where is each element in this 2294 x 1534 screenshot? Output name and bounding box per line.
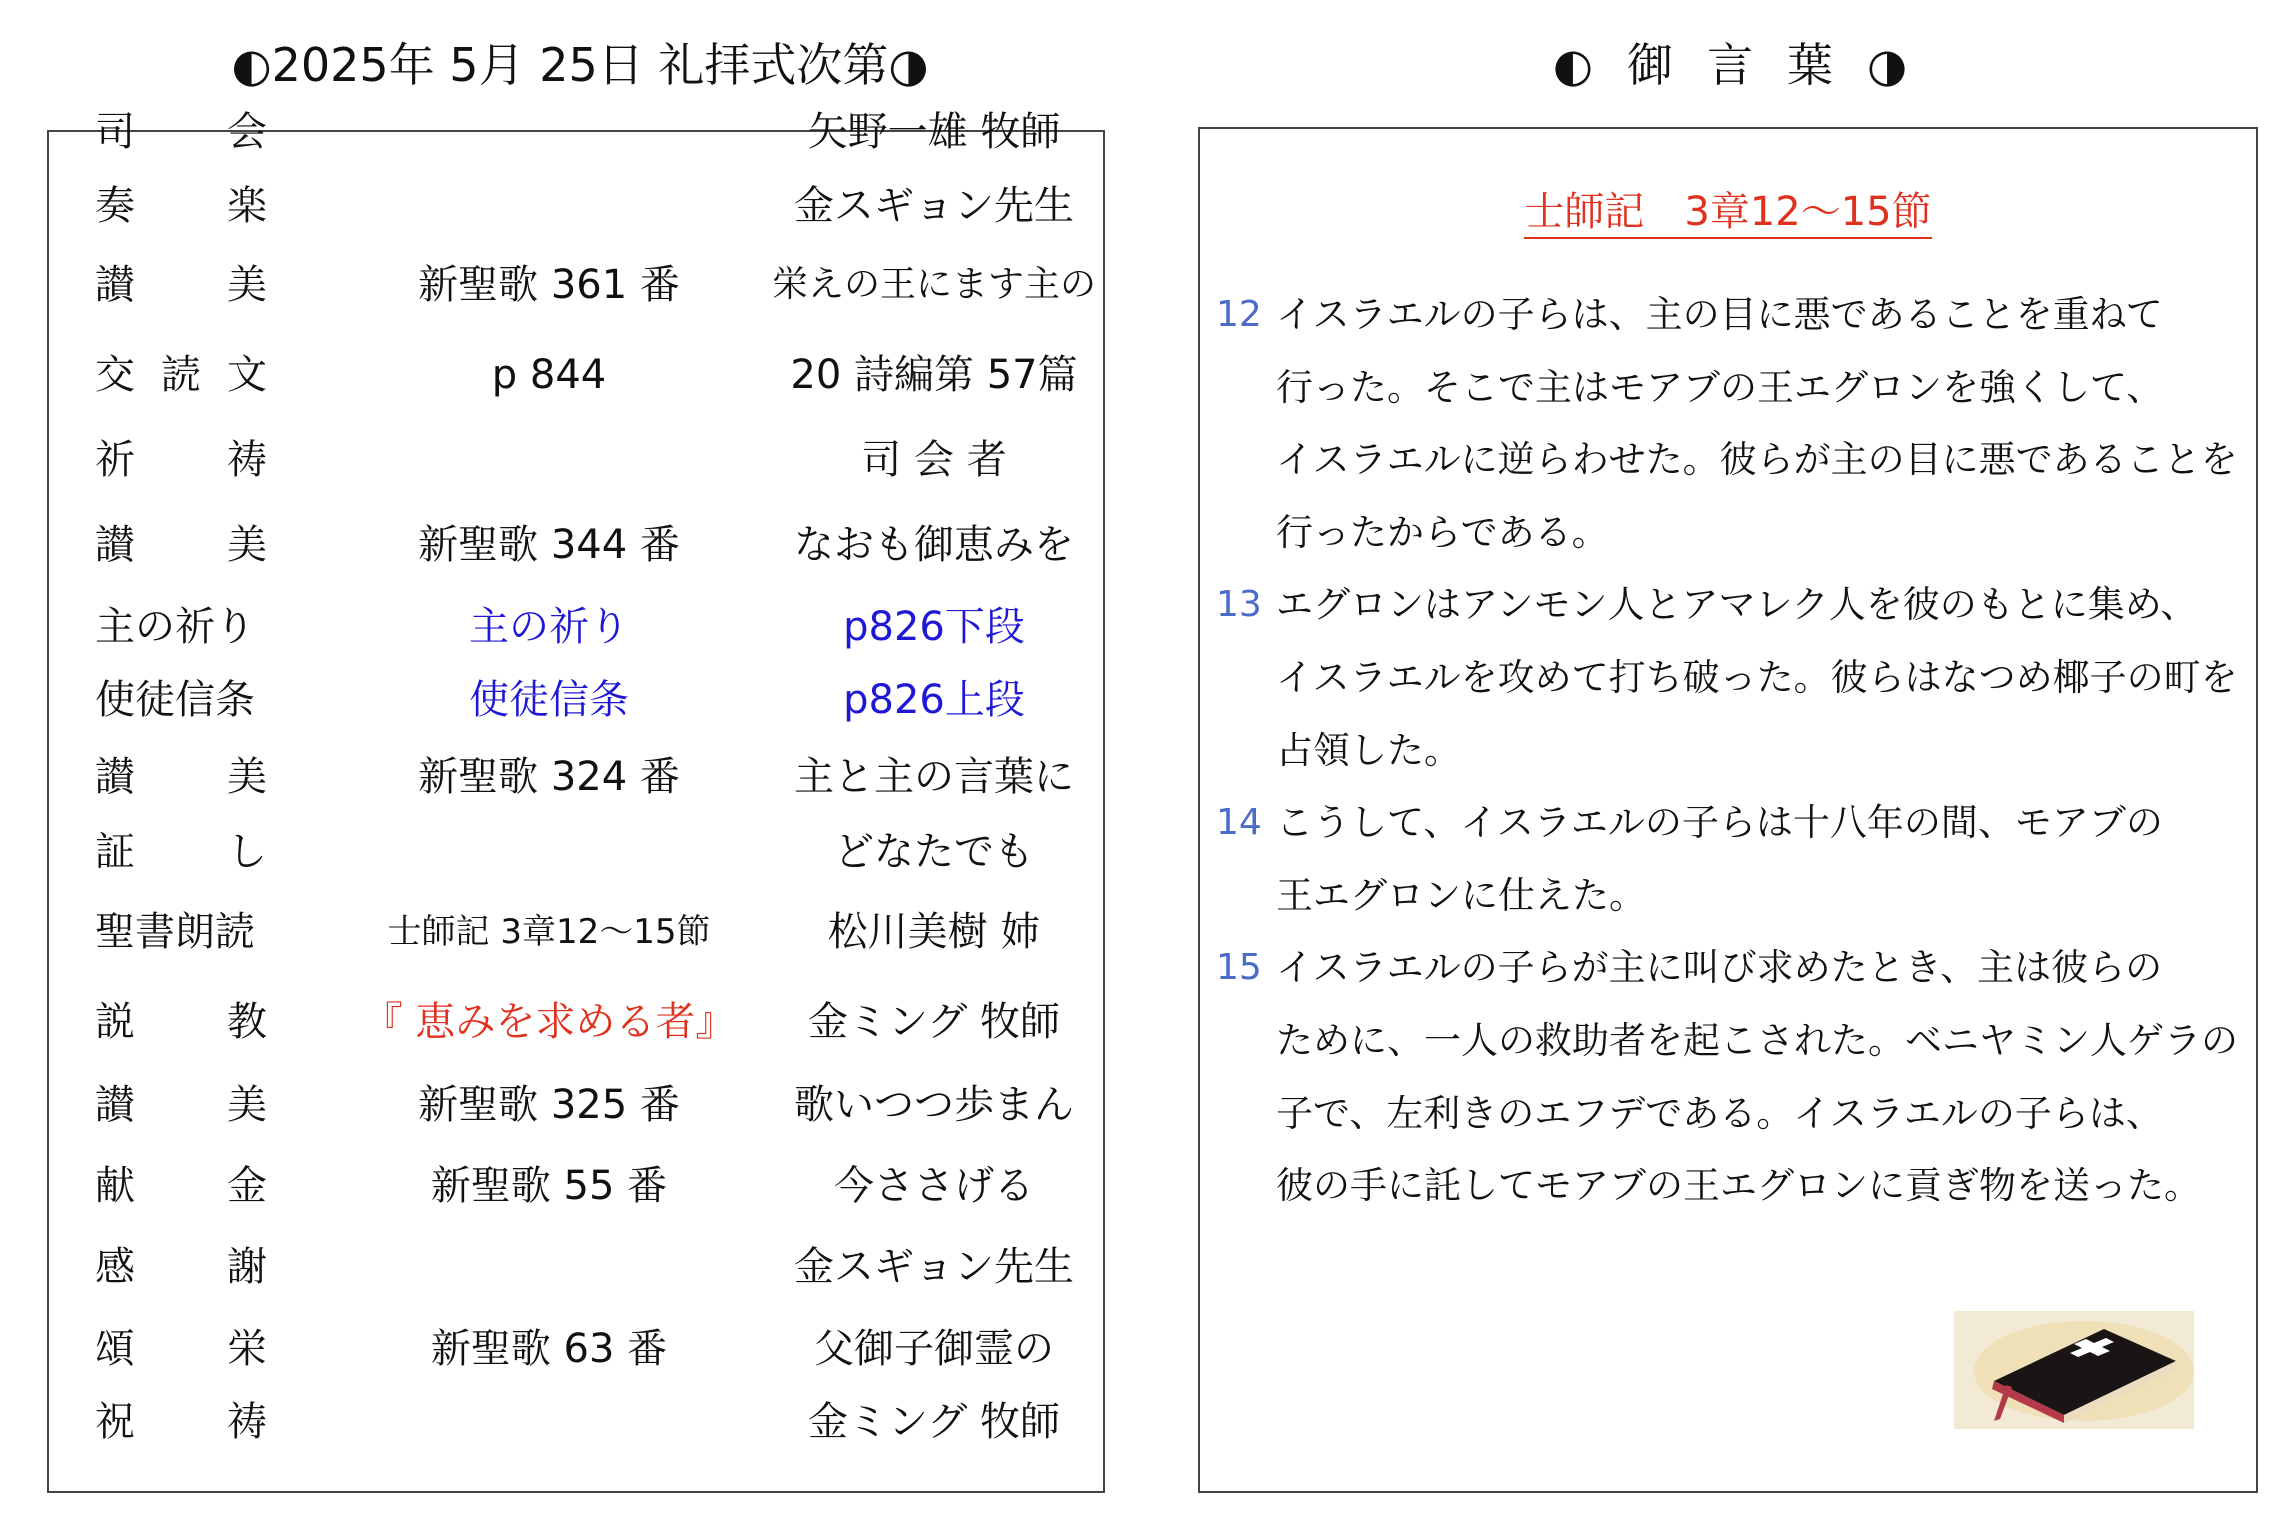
role-char: 栄	[227, 1326, 267, 1372]
verse-number: 14	[1216, 802, 1262, 844]
program-role	[95, 1314, 267, 1384]
program-item: 新聖歌 63 番	[430, 1326, 668, 1372]
program-role: 主の祈り	[95, 604, 255, 650]
verse-line: イスラエルに逆らわせた。彼らが主の目に悪であることを	[1276, 438, 2238, 482]
verse-line: 行った。そこで主はモアブの王エグロンを強くして、	[1276, 365, 2164, 409]
role-char: 文	[227, 352, 267, 398]
program-item: 新聖歌 325 番	[418, 1082, 680, 1128]
role-char: 交	[95, 352, 135, 398]
program-row	[49, 742, 1103, 812]
role-char: し	[227, 829, 267, 875]
title-word: 御	[1627, 38, 1673, 92]
program-role: 聖書朗読	[95, 909, 255, 955]
program-row	[49, 97, 1103, 167]
program-detail: p826上段	[843, 677, 1025, 723]
program-role	[95, 1151, 267, 1221]
role-char: 楽	[227, 183, 267, 229]
program-row	[49, 987, 1103, 1057]
verse-number: 12	[1216, 294, 1262, 335]
program-detail: 主と主の言葉に	[794, 754, 1074, 800]
verse-line: ために、一人の救助者を起こされた。ベニヤミン人ゲラの	[1276, 1018, 2238, 1062]
role-char: 司	[95, 109, 135, 155]
role-char: 感	[95, 1244, 135, 1290]
role-char: 金	[227, 1163, 267, 1209]
bible-icon	[1954, 1311, 2194, 1429]
program-role	[95, 97, 267, 167]
role-char: 奏	[95, 183, 135, 229]
role-char: 証	[95, 829, 135, 875]
program-row	[49, 425, 1103, 495]
title-word: 言	[1707, 38, 1753, 92]
passage-reference: 士師記 3章12～15節	[1200, 177, 2256, 247]
program-row	[49, 817, 1103, 887]
verse-line: イスラエルを攻めて打ち破った。彼らはなつめ椰子の町を	[1276, 655, 2238, 699]
role-char: 美	[227, 522, 267, 568]
role-char: 謝	[227, 1244, 267, 1290]
program-row	[49, 665, 1103, 735]
role-char: 読	[161, 352, 201, 398]
program-role	[95, 510, 267, 580]
verse-number: 13	[1216, 584, 1262, 626]
program-row	[49, 1070, 1103, 1140]
program-item: 新聖歌 55 番	[430, 1163, 668, 1209]
program-role: 使徒信条	[95, 677, 255, 723]
role-char: 美	[227, 754, 267, 800]
half-circle-left-icon: ◐	[1552, 38, 1593, 92]
role-char: 祝	[95, 1399, 135, 1445]
title-word: 葉	[1787, 38, 1833, 92]
program-detail: 金ミング 牧師	[808, 1399, 1060, 1445]
program-detail: なおも御恵みを	[794, 522, 1074, 568]
program-role	[95, 250, 267, 320]
program-item: 新聖歌 324 番	[418, 754, 680, 800]
program-role	[95, 1070, 267, 1140]
program-detail: 歌いつつ歩まん	[794, 1082, 1074, 1128]
program-detail: 金ミング 牧師	[808, 999, 1060, 1045]
scripture-panel	[1198, 127, 2258, 1493]
role-char: 美	[227, 262, 267, 308]
program-row	[49, 1151, 1103, 1221]
role-char: 讃	[95, 262, 135, 308]
role-char: 献	[95, 1163, 135, 1209]
program-detail: 矢野一雄 牧師	[807, 109, 1061, 155]
verse-line: イスラエルの子らが主に叫び求めたとき、主は彼らの	[1276, 946, 2163, 990]
program-role	[95, 171, 267, 241]
program-role	[95, 987, 267, 1057]
role-char: 祷	[227, 437, 267, 483]
program-role	[95, 425, 267, 495]
role-char: 説	[95, 999, 135, 1045]
program-detail: 父御子御霊の	[814, 1326, 1054, 1372]
program-item: 『 恵みを求める者』	[362, 999, 736, 1045]
program-detail: 栄えの王にます主の	[771, 264, 1096, 305]
verse-line: エグロンはアンモン人とアマレク人を彼のもとに集め、	[1276, 583, 2198, 627]
program-item: 新聖歌 344 番	[418, 522, 680, 568]
program-role	[95, 1387, 267, 1457]
program-item: 新聖歌 361 番	[418, 262, 680, 308]
program-detail: 金スギョン先生	[794, 1244, 1074, 1290]
program-detail: 司 会 者	[861, 437, 1007, 483]
program-row	[49, 250, 1103, 320]
verse-line: 行ったからである。	[1276, 510, 1609, 554]
program-item: 主の祈り	[469, 604, 629, 650]
role-char: 会	[227, 109, 267, 155]
role-char: 讃	[95, 754, 135, 800]
program-row	[49, 1232, 1103, 1302]
verse-line: こうして、イスラエルの子らは十八年の間、モアブの	[1276, 801, 2163, 845]
verse-line: 占領した。	[1276, 728, 1461, 772]
role-char: 美	[227, 1082, 267, 1128]
half-circle-right-icon: ◑	[1867, 38, 1908, 92]
role-char: 讃	[95, 522, 135, 568]
role-char: 祈	[95, 437, 135, 483]
verse-line: 王エグロンに仕えた。	[1276, 873, 1646, 917]
program-role	[95, 1232, 267, 1302]
scripture-title	[1200, 30, 2260, 100]
program-row	[49, 171, 1103, 241]
program-row	[49, 510, 1103, 580]
role-char: 讃	[95, 1082, 135, 1128]
program-detail: p826下段	[843, 604, 1025, 650]
program-row	[49, 340, 1103, 410]
program-title: ◐2025年 5月 25日 礼拝式次第◑	[231, 38, 929, 92]
verse-line: イスラエルの子らは、主の目に悪であることを重ねて	[1276, 293, 2163, 336]
program-row	[49, 1314, 1103, 1384]
role-char: 祷	[227, 1399, 267, 1445]
program-detail: 今ささげる	[834, 1163, 1034, 1209]
role-char: 頌	[95, 1326, 135, 1372]
program-detail: 20 詩編第 57篇	[790, 352, 1078, 398]
role-char: 教	[227, 999, 267, 1045]
program-item: 使徒信条	[469, 677, 629, 723]
program-detail: 松川美樹 姉	[827, 909, 1041, 955]
program-role	[95, 340, 267, 410]
program-detail: どなたでも	[834, 829, 1034, 875]
program-detail: 金スギョン先生	[794, 183, 1074, 229]
verse-line: 彼の手に託してモアブの王エグロンに貢ぎ物を送った。	[1276, 1164, 2201, 1208]
worship-program-panel	[47, 109, 1105, 1493]
program-role	[95, 817, 267, 887]
program-row	[49, 897, 1103, 967]
program-row	[49, 592, 1103, 662]
verse-line: 子で、左利きのエフデである。イスラエルの子らは、	[1276, 1091, 2163, 1135]
program-item: p 844	[491, 352, 607, 398]
program-role	[95, 742, 267, 812]
program-row	[49, 1387, 1103, 1457]
verse-number: 15	[1216, 947, 1262, 989]
program-item: 士師記 3章12～15節	[387, 912, 711, 952]
